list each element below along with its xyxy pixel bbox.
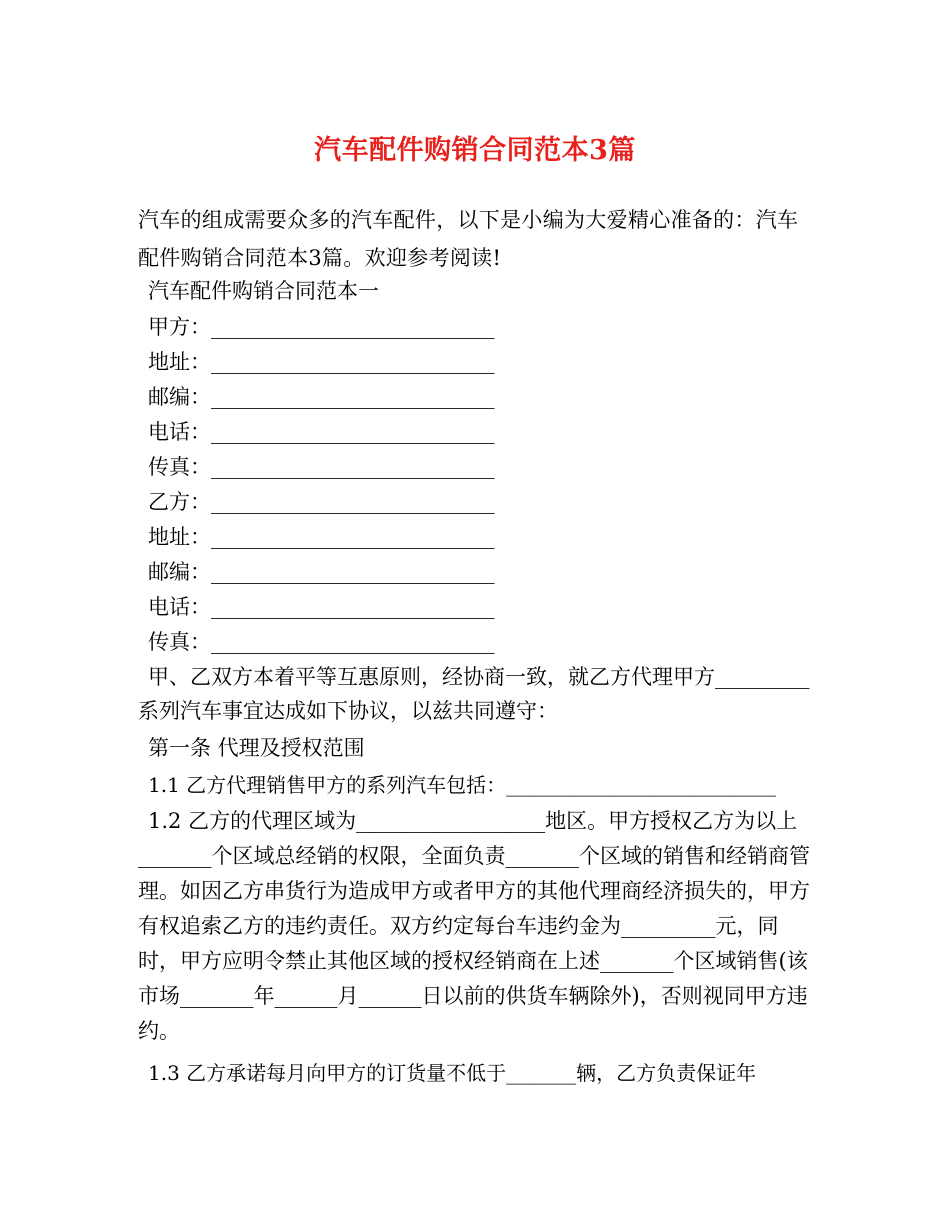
- party-a-postcode-field: 邮编：___________________________: [148, 385, 495, 409]
- clause-1-2: 1.2 乙方的代理区域为__________________地区。甲方授权乙方为以上_______个区域总经销的权限，全面负责_______个区域的销售和经销商管理。如因乙方串货行为造成甲方或者甲方的其他代理商经济损失的，甲方有权追索乙方的违约责任。双方约定每台车违约金为_________元，同时，甲方应明令禁止其他区域的授权经销商在上述_______个区域销售(该市场_______年______月______日以前的供货车辆除外)，否则视同甲方违约。: [138, 809, 810, 1043]
- party-b-postcode-field: 邮编：___________________________: [148, 560, 495, 584]
- party-b-fax-field: 传真：___________________________: [148, 630, 495, 654]
- party-b-phone-field: 电话：___________________________: [148, 595, 495, 619]
- party-a-name-field: 甲方：___________________________: [148, 315, 495, 339]
- party-a-address-field: 地址：___________________________: [148, 350, 495, 374]
- party-a-phone-field: 电话：___________________________: [148, 420, 495, 444]
- clause-1-1: 1.1 乙方代理销售甲方的系列汽车包括：___________________________: [148, 773, 777, 797]
- agreement-paragraph: 甲、乙双方本着平等互惠原则，经协商一致，就乙方代理甲方_________系列汽车事宜达成如下协议，以兹共同遵守：: [138, 665, 810, 723]
- party-b-name-field: 乙方：___________________________: [148, 490, 495, 514]
- section-title: 汽车配件购销合同范本一: [148, 279, 379, 303]
- intro-paragraph: 汽车的组成需要众多的汽车配件，以下是小编为大爱精心准备的：汽车配件购销合同范本3篇。欢迎参考阅读!: [138, 208, 799, 270]
- party-a-fax-field: 传真：___________________________: [148, 455, 495, 479]
- clause-1-3: 1.3 乙方承诺每月向甲方的订货量不低于_______辆，乙方负责保证年: [148, 1061, 757, 1085]
- party-b-address-field: 地址：___________________________: [148, 525, 495, 549]
- article-1-title: 第一条 代理及授权范围: [148, 736, 365, 760]
- document-title: 汽车配件购销合同范本3篇: [314, 135, 636, 166]
